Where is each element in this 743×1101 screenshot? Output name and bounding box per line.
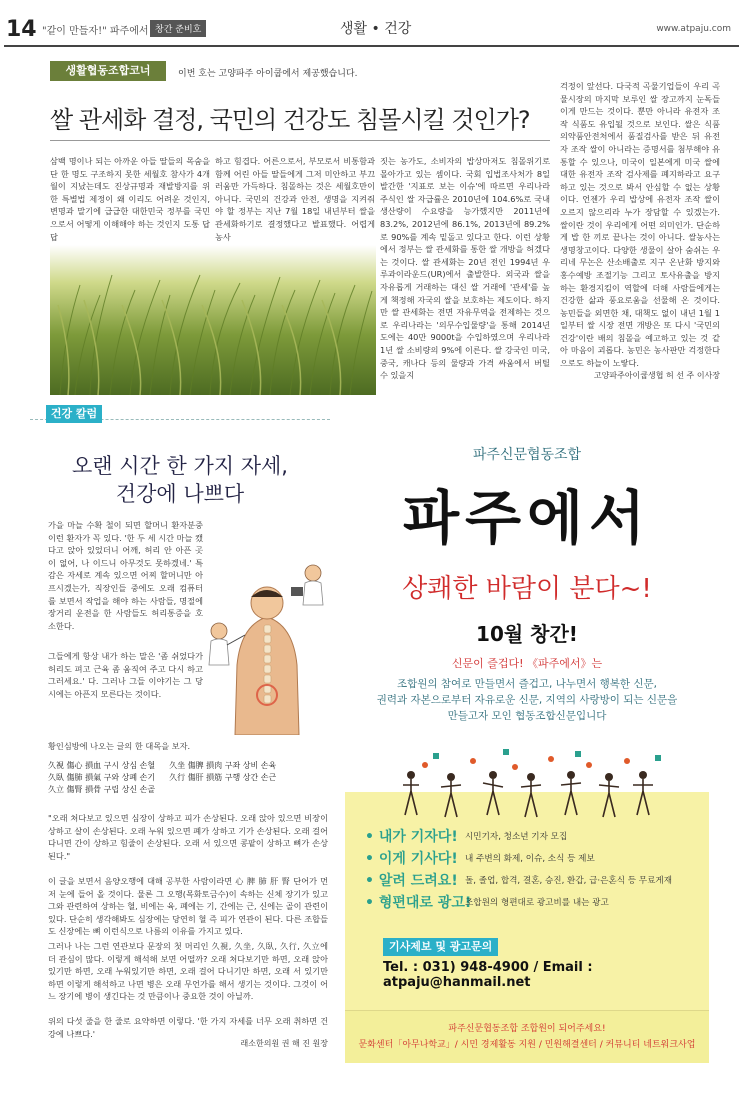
brand-logo: "같이 만들자!" 파주에서: [42, 26, 149, 37]
column-title-line-1: 오랜 시간 한 가지 자세,: [72, 454, 288, 478]
column-byline: 래소한의원 권 해 진 원장: [240, 1039, 328, 1048]
site-url[interactable]: www.atpaju.com: [656, 24, 731, 34]
column-title-line-2: 건강에 나쁘다: [115, 482, 245, 506]
ad-feature-value: 조합원의 형편대로 광고비를 내는 광고: [465, 898, 609, 908]
contact-tel-label: Tel. :: [383, 960, 423, 975]
rice-field-photo: [50, 245, 376, 395]
classic-quote-4: 久行 傷肝 損筋 구행 상간 손근: [169, 773, 277, 782]
headline-divider: [50, 140, 550, 141]
ad-footer-line-2: 문화센터「아무나학교」/ 시민 경제활동 지원 / 민원해결센터 / 커뮤니티 네트워크사업: [358, 1040, 696, 1050]
column-paragraph-7: 위의 다섯 줄을 한 줄로 요약하면 이렇다. '한 가지 자세를 너무 오래 취하면 건강에 나쁘다.': [48, 1016, 328, 1039]
column-tag: 건강 칼럼: [46, 405, 102, 423]
ad-description: [365, 676, 689, 724]
column-paragraph-3: 황인심방에 나오는 글의 한 대목을 보자.: [48, 741, 191, 751]
paju-calligraphy-logo: [365, 470, 689, 560]
ad-description-line-1: 조합원의 참여로 만들면서 즐겁고, 나누면서 행복한 신문,: [397, 678, 657, 690]
classic-quote-5: 久立 傷腎 損骨 구립 상신 손골: [48, 785, 156, 794]
issue-badge: 창간 준비호: [150, 20, 206, 37]
classic-quote-3: 久臥 傷肺 損氣 구와 상폐 손기: [48, 773, 156, 782]
classic-quote-table: [48, 760, 328, 796]
column-paragraph-6: 그러나 나는 그런 연관보다 문장의 첫 머리인 久視, 久坐, 久臥, 久行, 久立에 더 관심이 많다. 이렇게 해석해 보면 어떨까? 오래 쳐다보기만 하면, 오래 앉아 있기만 하면, 오래 누워있기만 하면, 오래 걸어 다니기만 하면, 오래 서 있기만 하면 이렇게 해석하고 나면 병은 오래 무언가를 해서 생기는 것이다. 그것이 어느 장기에 병이 생긴다는 것 만큼이나 중요한 것이 아닐까.: [48, 941, 328, 1002]
ad-coop-name: 파주신문협동조합: [472, 447, 582, 463]
header-divider: [4, 45, 739, 47]
ad-feature-row: [365, 891, 695, 913]
column-title: [30, 452, 330, 508]
ad-subhead: 신문이 즐겁다! 《파주에서》는: [451, 657, 603, 670]
classic-quote-2: 久坐 傷脾 損肉 구좌 상비 손육: [169, 761, 277, 770]
doctor-patient-illustration: [205, 545, 330, 735]
source-note: 이번 호는 고양파주 아이쿱에서 제공했습니다.: [178, 69, 358, 79]
contact-label: 기사제보 및 광고문의: [383, 938, 498, 956]
column-paragraph-5: 이 글을 보면서 음양오행에 대해 공부한 사람이라면 心 脾 肺 肝 腎 단어가 먼저 눈에 들어 올 것이다. 물론 그 오행(목화토금수)이 속하는 신체 장기가 있고 그와 관련하여 상하는 혈, 비에는 육, 폐에는 기, 간에는 근, 신에는 골이 관련이 있다. 단순히 생각해봐도 심장에는 당연히 혈 즉 피가 연관이 된다. 다른 조합들도 신장에는 뼈 이런식으로 나름의 이유를 가지고 있다.: [48, 876, 328, 937]
ad-feature-key: • 내가 기자다!: [365, 826, 465, 846]
ad-feature-key: • 알려 드려요!: [365, 870, 465, 890]
contact-email[interactable]: atpaju@hanmail.net: [383, 975, 531, 990]
ad-feature-key: • 형편대로 광고!: [365, 892, 465, 912]
ad-launch: 10월 창간!: [476, 622, 578, 646]
contact-tel[interactable]: 031) 948-4900: [422, 960, 529, 975]
ad-slogan: 상쾌한 바람이 분다~!: [402, 574, 652, 604]
logo-text: 파주에서: [402, 484, 652, 552]
ad-footer-line-1: 파주신문협동조합 조합원이 되어주세요!: [448, 1024, 606, 1034]
ad-feature-value: 시민기자, 청소년 기자 모집: [465, 832, 568, 842]
ad-feature-row: [365, 825, 695, 847]
contact-email-label: / Email :: [528, 960, 593, 975]
article-column-1: 삼백 명이나 되는 아까운 아들 딸들의 목숨을 단 한 명도 구조하지 못한 세월호 참사가 4개월이 지났는데도 진상규명과 재발방지를 위한 특별법 제정이 왜 이리도 어려운 것인지, 변명과 말기에 급급한 대한민국 정부를 국민으로서 어떻게 이해해야 하는 것인지 도통 답답: [50, 156, 210, 242]
column-paragraph-4: "오래 쳐다보고 있으면 심장이 상하고 피가 손상된다. 오래 앉아 있으면 비장이 상하고 살이 손상된다. 오래 누워 있으면 폐가 상하고 기가 손상된다. 오래 걸어 다니면 간이 상하고 힘줄이 손상된다. 오래 서 있으면 콩팥이 상하고 뼈가 손상된다.": [48, 813, 328, 861]
page-header: [0, 0, 743, 46]
article-column-2: 하고 힘겹다. 어른으로서, 부모로서 비통함과 함께 어린 아들 딸들에게 그저 미안하고 부끄러움만 가득하다. 침몰하는 것은 세월호만이 아니다. 국민의 건강과 안전, 생명을 지켜줘야 할 정부는 지난 7월 18일 내년부터 쌀을 관세화하기로 결정했다고 발표했다. 어렵게 농사: [215, 156, 375, 242]
article-column-4: 걱정이 앞선다. 다국적 곡물기업들이 우리 곡물시장의 마지막 보루인 쌀 장고까지 눈독들이게 만드는 것이다. 뿐만 아니라 유전자 조작 식품도 유입될 것으로 보인다. 쌀은 식품의약품안전처에서 품질검사를 받은 뒤 유전자 조작 쌀이 아니라는 증명서를 첨부해야 유통할 수 있으나, 미국이 일본에게 미국 쌀에 대한 유전자 조작 검사제를 폐지하라고 요구하고 있는 것으로 봐서 안심할 수 없는 상황이다. 언젠가 우리 밥상에 유전자 조작 쌀이 오르지 않으리라 누가 장담할 수 있겠는가. 쌀이란 것이 우리에게 어떤 의미인가. 단순하게 밥 한 끼로 끝나는 것이 아니다. 쌀농사는 생명창고이다. 다양한 생물이 살아 숨쉬는 우리네 무논은 산소배출로 지구 온난화 방지와 홍수예방 조절기능 그리고 토사유출을 방지하는 환경지킴이 역할에 더해 사람들에게는 건강한 삶과 풍요로움을 선물해 온 것이다. 농민들을 외면한 채, 대책도 없이 내년 1월 1일부터 쌀 시장 전면 개방은 또 다시 '국민의 건강'이란 배의 침몰을 예고하고 있는 것 같아 마음이 괴롭다. 농민은 농사판만 걱정한다으로도 하늘이 노랗다.: [560, 81, 720, 369]
section-title: 생활 • 건강: [340, 21, 412, 37]
ad-description-line-2: 권력과 자본으로부터 자유로운 신문, 지역의 사랑방이 되는 신문을: [376, 694, 678, 706]
ad-feature-value: 내 주변의 화제, 이슈, 소식 등 제보: [465, 854, 595, 864]
column-paragraph-2: 그들에게 항상 내가 하는 말은 '좀 쉬었다가 허리도 펴고 근육 좀 움직여 주고 다시 하고 그러세요.' 다. 그러나 그들 이야기는 그 당시에는 아픈지 모른다는 것이다.: [48, 651, 203, 699]
column-paragraph-1: 가을 마늘 수확 철이 되면 할머니 환자분중 이런 환자가 꼭 있다. '한 두 세 시간 마늘 캤다고 앉아 있었더니 어깨, 허리 안 아픈 곳이 없어, 나 이드니 아무것도 못하겠네.' 특감은 자세로 계속 있으면 어찌 할머니만 아프시겠는가, 직장인들 중에도 오래 컴퓨터를 보면서 작업을 해야 하는 사람들, 명절에 장거리 운전을 한 사람들도 허리통증을 호소한다.: [48, 520, 203, 631]
ad-footer: [345, 1010, 709, 1063]
coop-corner-banner: 생활협동조합코너: [50, 61, 166, 81]
people-crowd-illustration: [375, 735, 679, 830]
classic-quote-1: 久視 傷心 損血 구시 상심 손혈: [48, 761, 156, 770]
article-byline: 고양파주아이쿱생협 허 선 주 이사장: [593, 371, 720, 380]
ad-feature-key: • 이게 기사다!: [365, 848, 465, 868]
contact-info: [383, 960, 683, 990]
ad-feature-row: [365, 869, 695, 891]
article-headline: 쌀 관세화 결정, 국민의 건강도 침몰시킬 것인가?: [50, 106, 530, 134]
page-number: 14: [6, 17, 37, 42]
ad-feature-value: 돌, 졸업, 합격, 결혼, 승진, 환갑, 급·은혼식 등 무료게재: [465, 876, 673, 886]
ad-description-line-3: 만들고자 모인 협동조합신문입니다: [447, 710, 607, 722]
newspaper-coop-ad: [345, 430, 709, 1063]
article-column-3: 짓는 농가도, 소비자의 밥상마저도 침몰위기로 몰아가고 있는 셈이다. 국회 입법조사처가 8일 발간한 '지표로 보는 이슈'에 따르면 우리나라 주식인 쌀 자급률은 2010년에 104.6%로 국내 생산량이 수요량을 능가했지만 2011년에 83.2%, 2012년에 86.1%, 2013년에 89.2%로 90%를 계속 밑돌고 있다고 한다. 이런 상황에서 정부는 쌀 관세화를 통한 쌀 개방을 허겠다는 것이다. 쌀 관세화는 20년 전인 1994년 우루과이라운드(UR)에서 출발한다. 외국과 쌀을 자유롭게 거래하는 대신 쌀 거래에 '관세'를 높게 책정해 자국의 쌀을 보호하는 제도이다. 하지만 쌀 관세화는 전면 자유무역을 전제하는 것으로 우리나라는 '의무수입물량'을 통해 2014년도에는 40만 9000t을 수입하였으며 우리나라 1년 쌀 소비량의 9%에 이른다. 쌀 강국인 미국, 중국, 캐나다 등의 물량과 가격 싸움에서 버틸 수 있을지: [380, 156, 550, 381]
ad-feature-row: [365, 847, 695, 869]
ad-feature-list: [365, 825, 695, 913]
